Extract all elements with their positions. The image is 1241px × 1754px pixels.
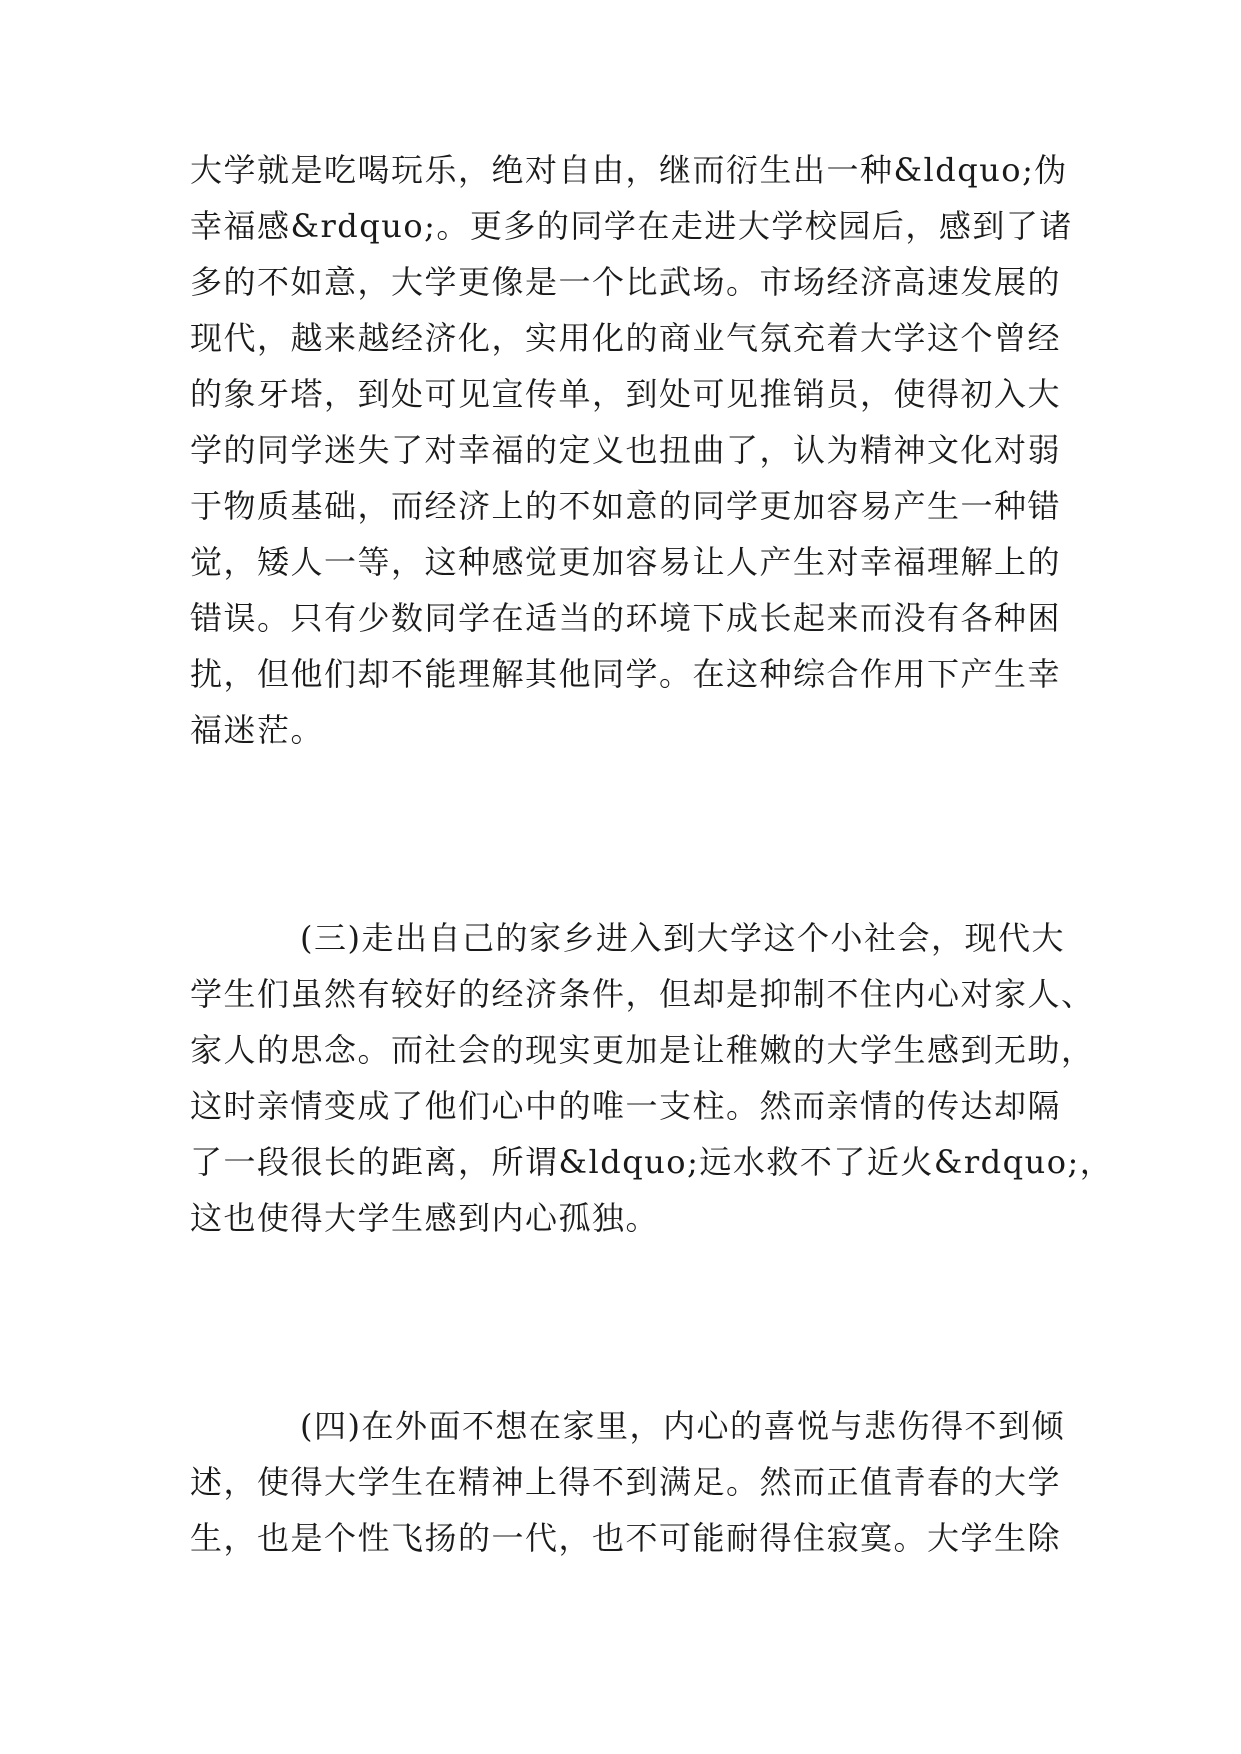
section-three-first-line: (三)走出自己的家乡进入到大学这个小社会，现代大	[300, 919, 1065, 957]
text-line: 幸福感&rdquo;。更多的同学在走进大学校园后，感到了诸	[190, 207, 1073, 245]
text-line: 扰，但他们却不能理解其他同学。在这种综合作用下产生幸	[190, 655, 1062, 693]
text-line: 错误。只有少数同学在适当的环境下成长起来而没有各种困	[190, 599, 1062, 637]
text-line: 于物质基础，而经济上的不如意的同学更加容易产生一种错	[190, 487, 1062, 525]
text-line: 这也使得大学生感到内心孤独。	[190, 1199, 660, 1237]
text-line: 大学就是吃喝玩乐，绝对自由，继而衍生出一种&ldquo;伪	[190, 151, 1068, 189]
text-line: 家人的思念。而社会的现实更加是让稚嫩的大学生感到无助，	[190, 1031, 1095, 1069]
text-line: 学的同学迷失了对幸福的定义也扭曲了，认为精神文化对弱	[190, 431, 1062, 469]
text-line: 生，也是个性飞扬的一代，也不可能耐得住寂寞。大学生除	[190, 1519, 1062, 1557]
section-four-first-line: (四)在外面不想在家里，内心的喜悦与悲伤得不到倾	[300, 1407, 1065, 1445]
text-line: 学生们虽然有较好的经济条件，但却是抑制不住内心对家人、	[190, 975, 1095, 1013]
text-line: 现代，越来越经济化，实用化的商业气氛充着大学这个曾经	[190, 319, 1062, 357]
text-line: 述，使得大学生在精神上得不到满足。然而正值青春的大学	[190, 1463, 1062, 1501]
text-line: 多的不如意，大学更像是一个比武场。市场经济高速发展的	[190, 263, 1062, 301]
text-line: 觉，矮人一等，这种感觉更加容易让人产生对幸福理解上的	[190, 543, 1062, 581]
text-line: 福迷茫。	[190, 711, 325, 749]
text-line: 了一段很长的距离，所谓&ldquo;远水救不了近火&rdquo;，	[190, 1143, 1114, 1181]
text-line: 的象牙塔，到处可见宣传单，到处可见推销员，使得初入大	[190, 375, 1062, 413]
text-line: 这时亲情变成了他们心中的唯一支柱。然而亲情的传达却隔	[190, 1087, 1062, 1125]
